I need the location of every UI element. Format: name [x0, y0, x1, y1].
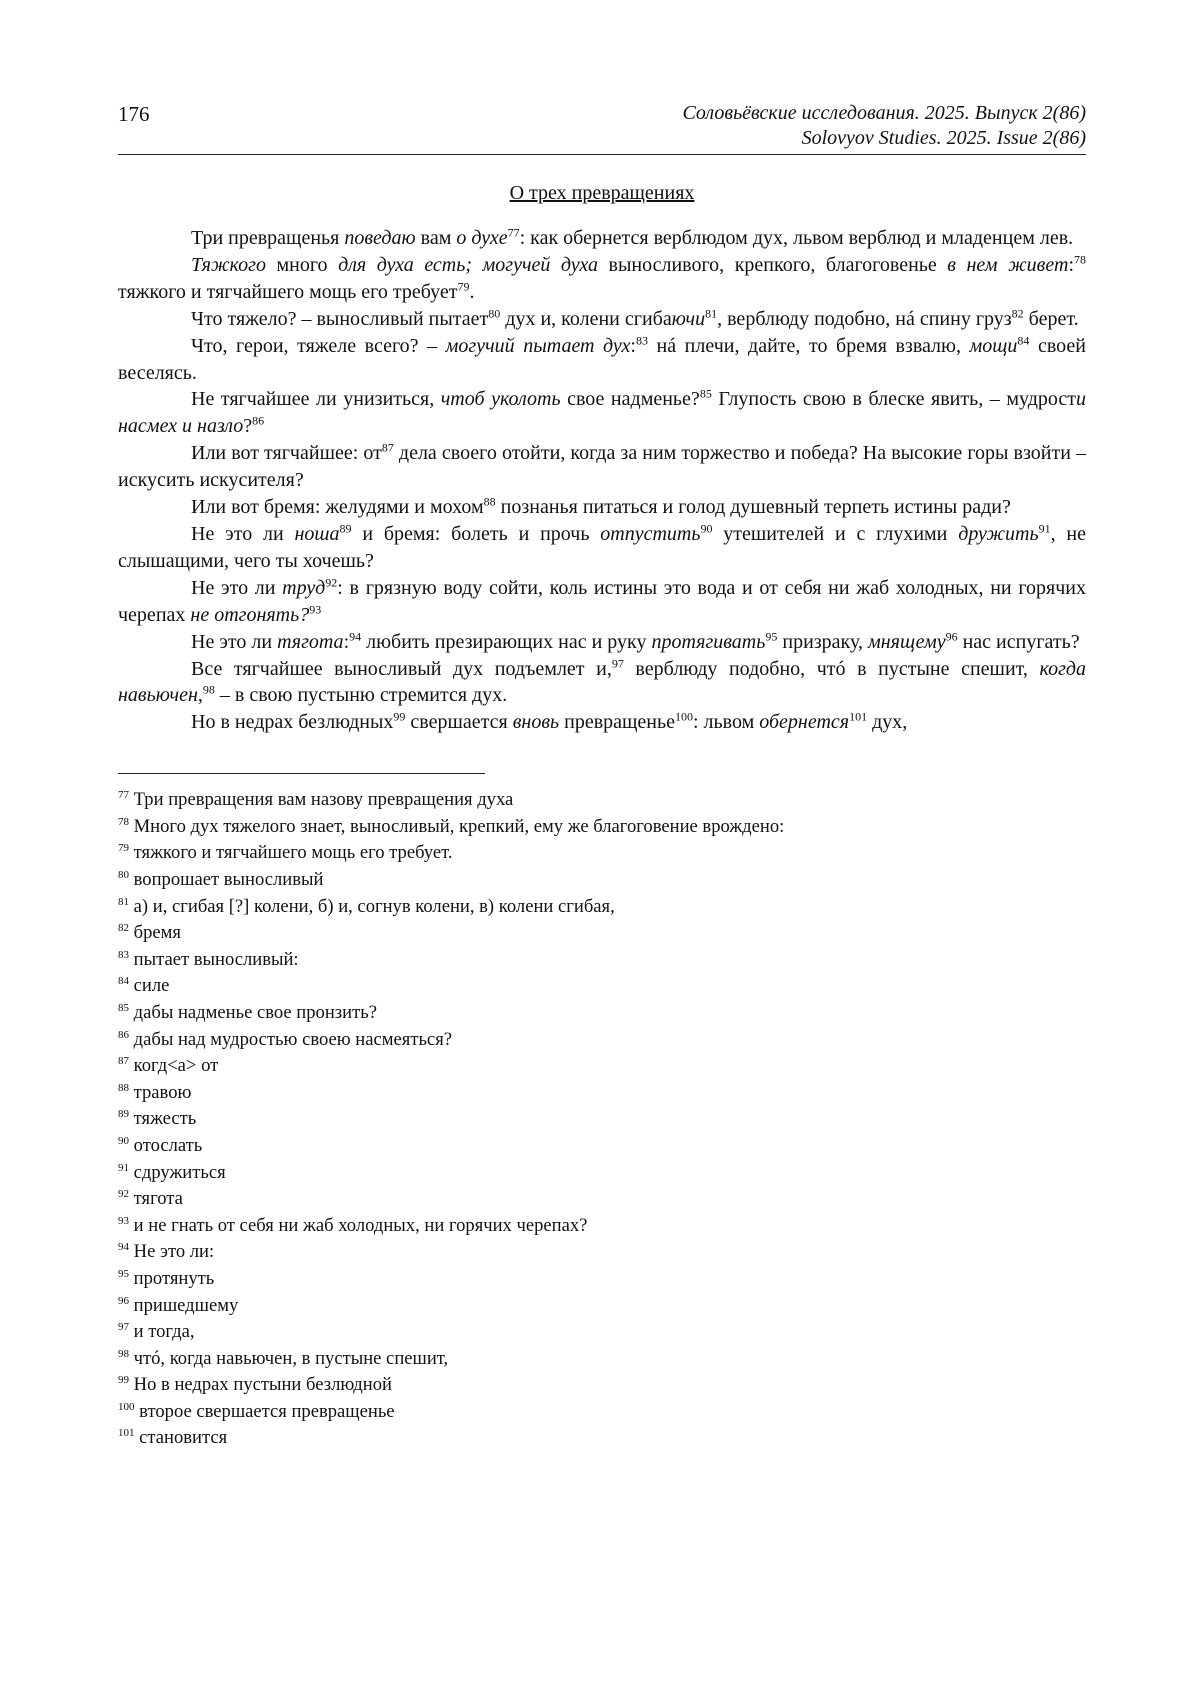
footnote-ref: 84 — [1017, 332, 1030, 347]
text-run: Не это ли — [191, 630, 278, 653]
text-run: Не тягчайшее ли унизиться, — [191, 388, 441, 411]
footnote-ref: 90 — [700, 521, 713, 536]
footnote-ref: 79 — [457, 279, 470, 294]
footnote-text: бремя — [129, 922, 181, 944]
text-run: свершается — [405, 711, 513, 734]
text-run: и бремя: болеть и прочь — [351, 522, 601, 545]
footnote-ref: 81 — [705, 306, 718, 321]
footnote-number: 82 — [118, 922, 129, 934]
text-run: : как обернется верблюдом дух, львом верблюд и младенцем лев. — [519, 227, 1074, 249]
italic-text: и насмех и назло — [118, 388, 1087, 438]
italic-text: чтоб уколоть — [440, 388, 561, 411]
footnote-ref: 92 — [325, 575, 338, 590]
footnote — [118, 814, 1086, 841]
italic-text: о духе — [456, 227, 508, 249]
text-run: Что, герои, тяжеле всего? – — [191, 334, 446, 357]
footnote — [118, 840, 1086, 867]
text-run: нас испугать? — [957, 630, 1080, 653]
footnote-number: 96 — [118, 1294, 129, 1307]
footnote-text: травою — [129, 1081, 192, 1103]
footnote — [118, 1027, 1086, 1054]
italic-text: когда навьючен — [118, 657, 1087, 707]
footnote-number: 77 — [118, 789, 129, 802]
italic-text: не отгонять? — [190, 603, 310, 626]
footnote-text: пришедшему — [129, 1294, 239, 1316]
footnote-number: 80 — [118, 868, 129, 881]
text-run: дух, — [867, 711, 908, 734]
footnote-number: 99 — [118, 1374, 129, 1387]
footnote-ref: 97 — [611, 655, 624, 670]
footnote-text: дабы над мудростью своею насмеяться? — [129, 1028, 452, 1050]
footnote-ref: 88 — [483, 494, 496, 509]
paragraph — [118, 440, 1086, 494]
footnote-number: 98 — [118, 1347, 129, 1360]
footnote — [118, 894, 1086, 921]
text-run: : — [630, 334, 636, 357]
footnote-ref: 94 — [349, 628, 362, 643]
footnote — [118, 1000, 1086, 1027]
footnote-number: 91 — [118, 1161, 129, 1174]
footnote-ref: 91 — [1038, 521, 1051, 536]
page — [118, 98, 1086, 1452]
footnote — [118, 787, 1086, 814]
footnote-number: 88 — [118, 1081, 129, 1094]
footnote-text: становится — [134, 1427, 228, 1449]
section-title: О трех превращениях — [509, 182, 695, 204]
footnote-ref: 95 — [765, 628, 778, 643]
text-run: : — [1068, 253, 1074, 276]
footnote-text: отослать — [129, 1134, 203, 1156]
italic-text: поведаю — [344, 227, 416, 249]
footnote — [118, 1133, 1086, 1160]
journal-title-ru: Соловьёвские исследования. 2025. Выпуск 2(86) — [682, 102, 1086, 124]
italic-text: мощи — [969, 334, 1018, 357]
footnote — [118, 1186, 1086, 1213]
italic-text: в нем живет — [947, 253, 1069, 276]
italic-text: дружить — [958, 522, 1039, 545]
footnote-text: чтó, когда навьючен, в пустыне спешит, — [129, 1347, 449, 1369]
text-run: тяжкого и тягчайшего мощь его требует — [118, 280, 458, 303]
footnote-number: 83 — [118, 948, 129, 961]
text-run: познанья питаться и голод душевный терпеть истины ради? — [495, 496, 1011, 519]
text-run: много — [265, 253, 339, 276]
footnote-number: 94 — [118, 1241, 129, 1254]
footnote-rule — [118, 773, 485, 774]
footnote — [118, 1080, 1086, 1107]
text-run: Все тягчайшее выносливый дух подъемлет и, — [191, 657, 612, 680]
footnote — [118, 1213, 1086, 1240]
footnote-number: 78 — [118, 815, 129, 828]
paragraph — [118, 252, 1086, 306]
footnote-text: протянуть — [129, 1267, 215, 1289]
italic-text: мнящему — [867, 630, 946, 653]
text-run: Глупость свою в блеске явить, – мудрост — [711, 388, 1077, 411]
footnote-number: 100 — [118, 1400, 135, 1413]
text-run: верблюду подобно, чтó в пустыне спешит, — [623, 657, 1040, 680]
footnote-number: 86 — [118, 1028, 129, 1041]
footnote-ref: 86 — [252, 413, 265, 428]
journal-title-en: Solovyov Studies. 2025. Issue 2(86) — [801, 127, 1086, 149]
paragraph — [118, 333, 1086, 387]
footnote-text: и не гнать от себя ни жаб холодных, ни горячих черепах? — [129, 1214, 588, 1236]
text-run: Не это ли — [191, 522, 295, 545]
footnote-number: 93 — [118, 1214, 129, 1227]
footnote — [118, 867, 1086, 894]
text-run: Или вот тягчайшее: от — [191, 442, 382, 465]
footnote — [118, 1239, 1086, 1266]
footnote-number: 81 — [118, 895, 129, 908]
text-run: : львом — [693, 711, 760, 734]
text-run: – в свою пустыню стремится дух. — [214, 684, 508, 707]
footnote-text: дабы надменье свое пронзить? — [129, 1001, 377, 1023]
italic-text: вновь — [512, 711, 560, 734]
footnote — [118, 1346, 1086, 1373]
text-run: Но в недрах безлюдных — [191, 711, 394, 734]
footnote-text: Не это ли: — [129, 1241, 215, 1263]
text-run: вам — [415, 227, 457, 249]
paragraph — [118, 494, 1086, 521]
footnote — [118, 1399, 1086, 1426]
footnote — [118, 920, 1086, 947]
footnote-text: тягота — [129, 1188, 183, 1210]
text-run: . — [469, 280, 475, 303]
footnote-number: 87 — [118, 1054, 129, 1067]
text-run: Или вот бремя: желудями и мохом — [191, 496, 484, 519]
footnote-number: 85 — [118, 1001, 129, 1014]
italic-text: ноша — [294, 522, 340, 545]
footnote — [118, 1106, 1086, 1133]
italic-text: тягота — [277, 630, 344, 653]
text-run: любить презирающих нас и руку — [361, 630, 652, 653]
footnote-text: тяжкого и тягчайшего мощь его требует. — [129, 842, 453, 864]
text-run: : в грязную воду сойти, коль истины это вода и от себя ни жаб холодных, ни горячих черепах — [118, 576, 1086, 626]
text-run: : — [343, 630, 350, 653]
italic-text: ючи — [671, 307, 706, 330]
text-run: берет. — [1023, 307, 1079, 330]
footnote-text: сдружиться — [129, 1161, 226, 1183]
footnote-text: тяжесть — [129, 1108, 197, 1130]
text-run: , — [197, 684, 203, 707]
footnote-ref: 96 — [945, 628, 958, 643]
paragraph — [118, 656, 1086, 710]
footnote-ref: 93 — [309, 602, 322, 617]
header-rule — [118, 154, 1086, 155]
text-run: свое надменье? — [560, 388, 700, 411]
footnote-ref: 83 — [635, 332, 648, 347]
italic-text: труд — [282, 576, 326, 599]
text-run: нá плечи, дайте, то бремя взвалю, — [647, 334, 970, 357]
italic-text: протягивать — [651, 630, 766, 653]
text-run: дух и, колени сгиба — [500, 307, 672, 330]
footnote-number: 101 — [118, 1427, 135, 1440]
footnote — [118, 1425, 1086, 1452]
footnote-ref: 87 — [381, 440, 394, 455]
footnote-text: вопрошает выносливый — [129, 869, 324, 890]
footnotes — [118, 787, 1086, 1452]
running-header — [118, 98, 1086, 152]
footnote-text: Три превращения вам назову превращения духа — [129, 789, 514, 811]
footnote — [118, 1319, 1086, 1346]
footnote-number: 90 — [118, 1134, 129, 1147]
paragraph — [118, 709, 1086, 736]
footnote-text: пытает выносливый: — [129, 948, 299, 970]
body-text — [118, 225, 1086, 736]
text-run: выносливого, крепкого, благоговенье — [598, 253, 948, 276]
paragraph — [118, 306, 1086, 333]
footnote-ref: 99 — [393, 709, 406, 724]
italic-text: Тяжкого — [191, 253, 266, 276]
paragraph — [118, 386, 1086, 440]
footnote — [118, 1266, 1086, 1293]
footnote-ref: 101 — [849, 709, 868, 724]
paragraph — [118, 521, 1086, 575]
text-run: , верблюду подобно, нá спину груз — [717, 307, 1012, 330]
text-run: Не это ли — [191, 576, 283, 599]
text-run: дела своего отойти, когда за ним торжество и победа? На высокие горы взойти – искусить искусителя? — [118, 442, 1086, 492]
footnote-ref: 98 — [202, 682, 215, 697]
text-run: ? — [243, 415, 253, 438]
italic-text: для духа есть; могучей духа — [338, 253, 598, 276]
footnote-ref: 100 — [675, 709, 693, 724]
journal-info — [682, 101, 1086, 151]
footnote-ref: 78 — [1074, 252, 1086, 267]
footnote — [118, 947, 1086, 974]
text-run: , не слышащими, чего ты хочешь? — [118, 522, 1086, 572]
italic-text: отпустить — [600, 522, 701, 545]
footnote-text: второе свершается превращенье — [134, 1400, 395, 1422]
paragraph — [118, 575, 1086, 629]
footnote-ref: 85 — [699, 386, 712, 401]
text-run: призраку, — [777, 630, 868, 653]
footnote — [118, 1293, 1086, 1320]
footnote-text: и тогда, — [129, 1321, 195, 1343]
text-run: Что тяжело? – выносливый пытает — [191, 307, 489, 330]
footnote-text: Но в недрах пустыни безлюдной — [129, 1374, 392, 1396]
footnote-ref: 89 — [339, 521, 352, 536]
footnote-ref: 82 — [1011, 306, 1024, 321]
paragraph — [118, 225, 1086, 252]
footnote-number: 97 — [118, 1320, 129, 1333]
footnote-number: 79 — [118, 842, 129, 855]
footnote — [118, 973, 1086, 1000]
italic-text: могучий пытает дух — [445, 334, 631, 357]
footnote-ref: 77 — [507, 225, 520, 240]
text-run: Три превращенья — [191, 227, 345, 249]
text-run: превращенье — [559, 711, 675, 734]
footnote-number: 89 — [118, 1108, 129, 1121]
footnote-number: 95 — [118, 1267, 129, 1280]
footnote — [118, 1053, 1086, 1080]
footnote-text: когд<а> от — [129, 1055, 219, 1077]
paragraph — [118, 629, 1086, 656]
footnote-ref: 80 — [488, 306, 501, 321]
footnote — [118, 1160, 1086, 1187]
footnote-text: Много дух тяжелого знает, выносливый, крепкий, ему же благоговение врождено: — [129, 815, 785, 837]
footnote-number: 92 — [118, 1187, 129, 1200]
text-run: своей веселясь. — [118, 334, 1086, 384]
text-run: утешителей и с глухими — [712, 522, 959, 545]
page-number: 176 — [118, 102, 150, 126]
footnote-text: силе — [129, 975, 170, 997]
footnote-text: а) и, сгибая [?] колени, б) и, согнув колени, в) колени сгибая, — [129, 895, 615, 917]
footnote-number: 84 — [118, 975, 129, 988]
italic-text: обернется — [759, 711, 850, 734]
footnote — [118, 1372, 1086, 1399]
